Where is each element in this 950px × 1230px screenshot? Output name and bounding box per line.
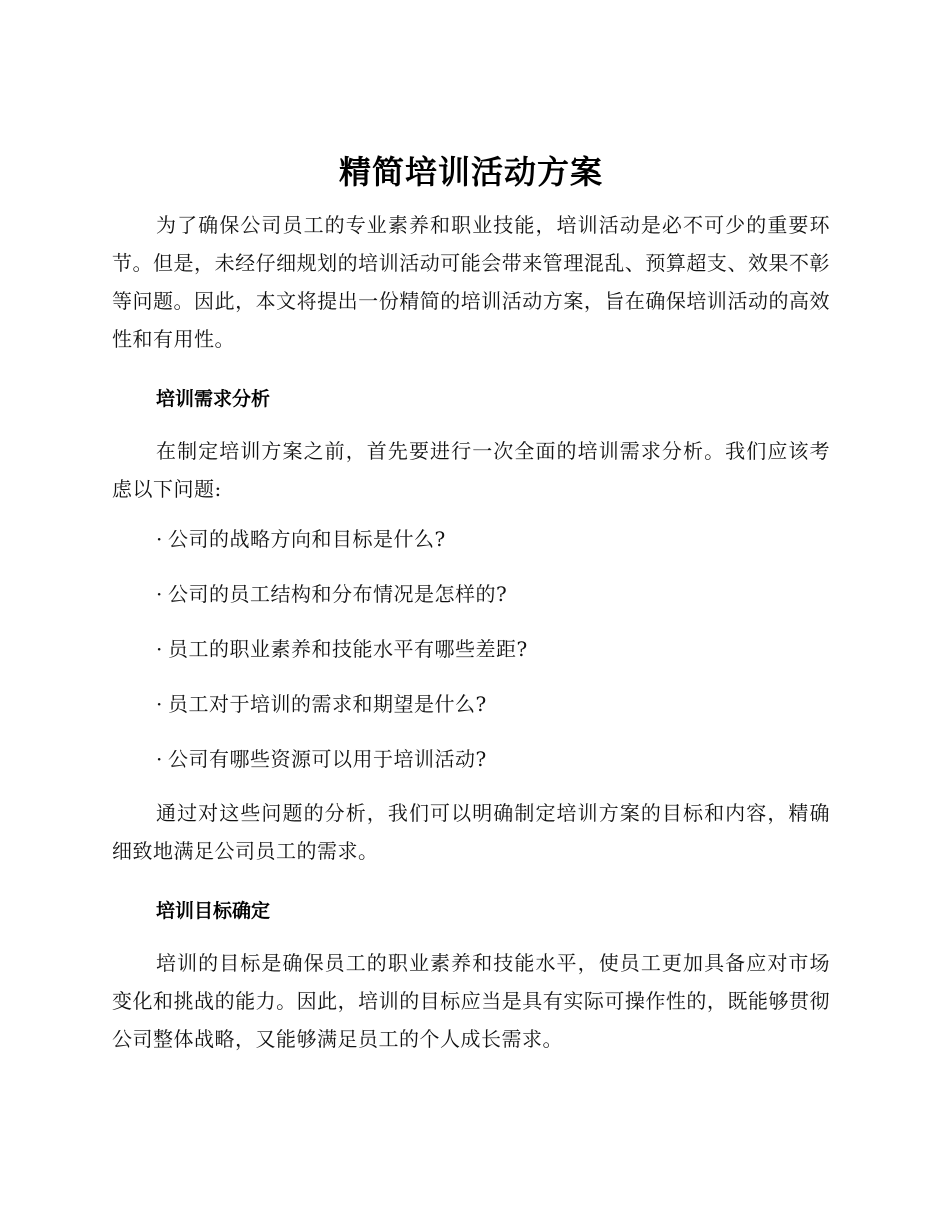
list-item — [156, 579, 830, 609]
needs-analysis-paragraph: 在制定培训方案之前，首先要进行一次全面的培训需求分析。我们应该考虑以下问题: — [112, 439, 830, 501]
training-goals-paragraph: 培训的目标是确保员工的职业素养和技能水平，使员工更加具备应对市场变化和挑战的能力。因此，培训的目标应当是具有实际可操作性的，既能够贯彻公司整体战略，又能够满足员工的个人成长需求。 — [112, 951, 830, 1051]
list-item — [156, 524, 830, 554]
list-item — [156, 689, 830, 719]
bullet-icon: · — [156, 527, 163, 551]
needs-analysis-conclusion: 通过对这些问题的分析，我们可以明确制定培训方案的目标和内容，精确细致地满足公司员工的需求。 — [112, 801, 830, 863]
bullet-icon: · — [156, 747, 163, 771]
list-item-text: 公司有哪些资源可以用于培训活动? — [168, 747, 487, 771]
list-item — [156, 744, 830, 774]
document-title: 精简培训活动方案 — [338, 153, 603, 191]
bullet-icon: · — [156, 692, 163, 716]
document-body — [112, 150, 830, 1058]
section-heading-needs-analysis: 培训需求分析 — [156, 388, 271, 410]
intro-paragraph: 为了确保公司员工的专业素养和职业技能，培训活动是必不可少的重要环节。但是，未经仔细规划的培训活动可能会带来管理混乱、预算超支、效果不彰等问题。因此，本文将提出一份精简的培训活动方案，旨在确保培训活动的高效性和有用性。 — [112, 213, 830, 351]
bullet-icon: · — [156, 637, 163, 661]
list-item-text: 公司的员工结构和分布情况是怎样的? — [168, 582, 508, 606]
section-heading-training-goals: 培训目标确定 — [156, 900, 271, 922]
list-item-text: 员工对于培训的需求和期望是什么? — [168, 692, 487, 716]
list-item — [156, 634, 830, 664]
list-item-text: 员工的职业素养和技能水平有哪些差距? — [168, 637, 528, 661]
needs-analysis-question-list — [112, 524, 830, 774]
list-item-text: 公司的战略方向和目标是什么? — [168, 527, 446, 551]
bullet-icon: · — [156, 582, 163, 606]
